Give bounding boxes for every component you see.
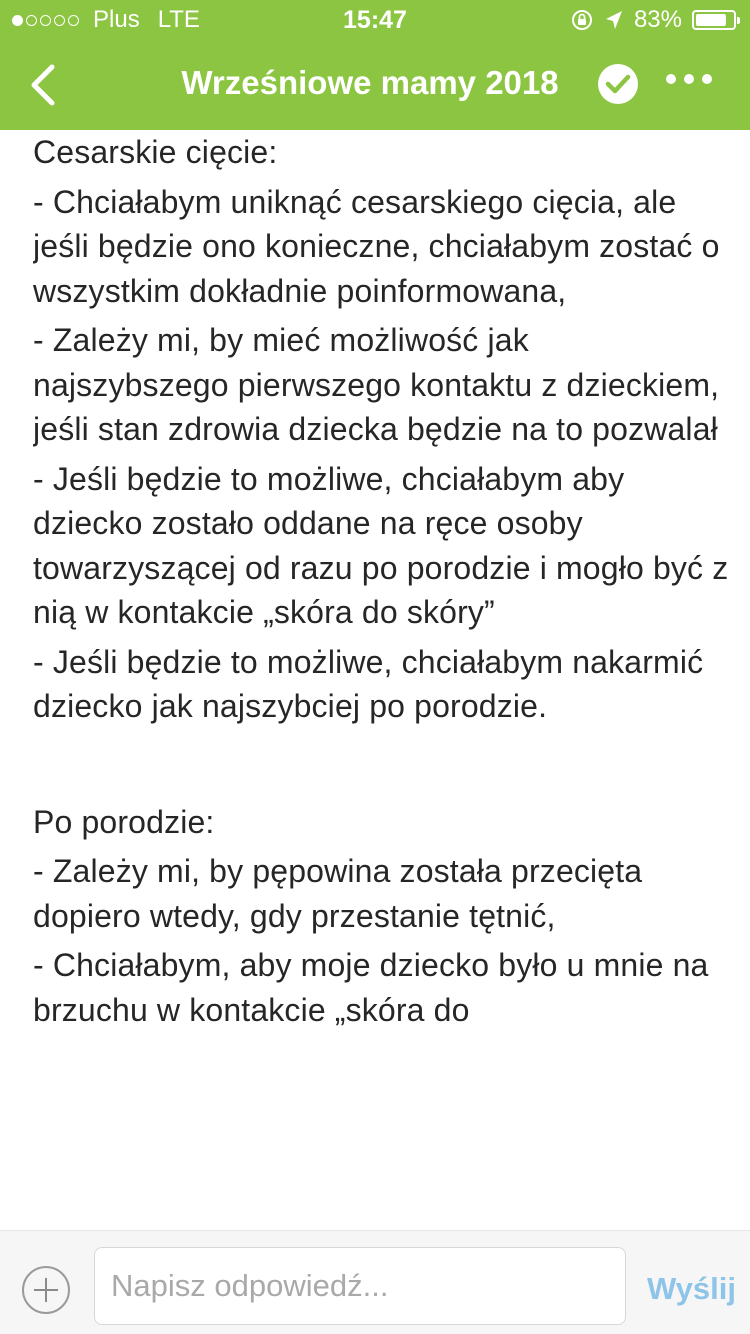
- battery-percent: 83%: [633, 6, 682, 33]
- joined-check-button[interactable]: [598, 64, 638, 104]
- list-item: - Chciałabym, aby moje dziecko było u mnie na brzuchu w kontakcie „skóra do: [33, 947, 709, 1028]
- reply-composer: [0, 1230, 750, 1334]
- orientation-lock-icon: [570, 8, 594, 32]
- list-item: - Jeśli będzie to możliwe, chciałabym nakarmić dziecko jak najszybciej po porodzie.: [33, 643, 704, 724]
- top-bar: [0, 0, 750, 130]
- paragraph-spacer: [33, 734, 733, 800]
- list-item: - Chciałabym uniknąć cesarskiego cięcia, ale jeśli będzie ono konieczne, chciałabym zostać o wszystkim dokładnie poinformowana,: [33, 183, 720, 309]
- status-right: [570, 6, 736, 34]
- battery-icon: [692, 10, 736, 30]
- network-type: LTE: [157, 6, 200, 33]
- more-horizontal-icon: [702, 74, 712, 84]
- nav-bar: [0, 40, 750, 130]
- list-item: - Zależy mi, by mieć możliwość jak najszybszego pierwszego kontaktu z dzieckiem, jeśli stan zdrowia dziecka będzie na to pozwalał: [33, 322, 720, 447]
- section-heading-after-birth: Po porodzie:: [33, 803, 215, 840]
- carrier-name: Plus: [93, 6, 140, 33]
- more-horizontal-icon: [666, 74, 676, 84]
- reply-input[interactable]: [94, 1247, 626, 1325]
- list-item: - Zależy mi, by pępowina została przecięta dopiero wtedy, gdy przestanie tętnić,: [33, 853, 643, 934]
- page-title-text: Wrześniowe mamy 2018: [181, 64, 559, 101]
- plus-circle-icon[interactable]: [22, 1266, 70, 1314]
- post-body: [33, 130, 733, 1230]
- section-heading-cesarean: Cesarskie cięcie:: [33, 134, 278, 170]
- more-horizontal-icon: [684, 74, 694, 84]
- status-time: 15:47: [343, 6, 407, 34]
- check-circle-icon: [605, 73, 631, 95]
- battery-fill: [696, 14, 726, 26]
- location-arrow-icon: [604, 9, 624, 31]
- send-button[interactable]: Wyślij: [646, 1271, 736, 1306]
- status-bar: [0, 0, 750, 40]
- list-item: - Jeśli będzie to możliwe, chciałabym aby dziecko zostało oddane na ręce osoby towarzyszącej od razu po porodzie i mogło być z nią w kontakcie „skóra do skóry”: [33, 460, 729, 630]
- more-options-button[interactable]: [666, 74, 712, 84]
